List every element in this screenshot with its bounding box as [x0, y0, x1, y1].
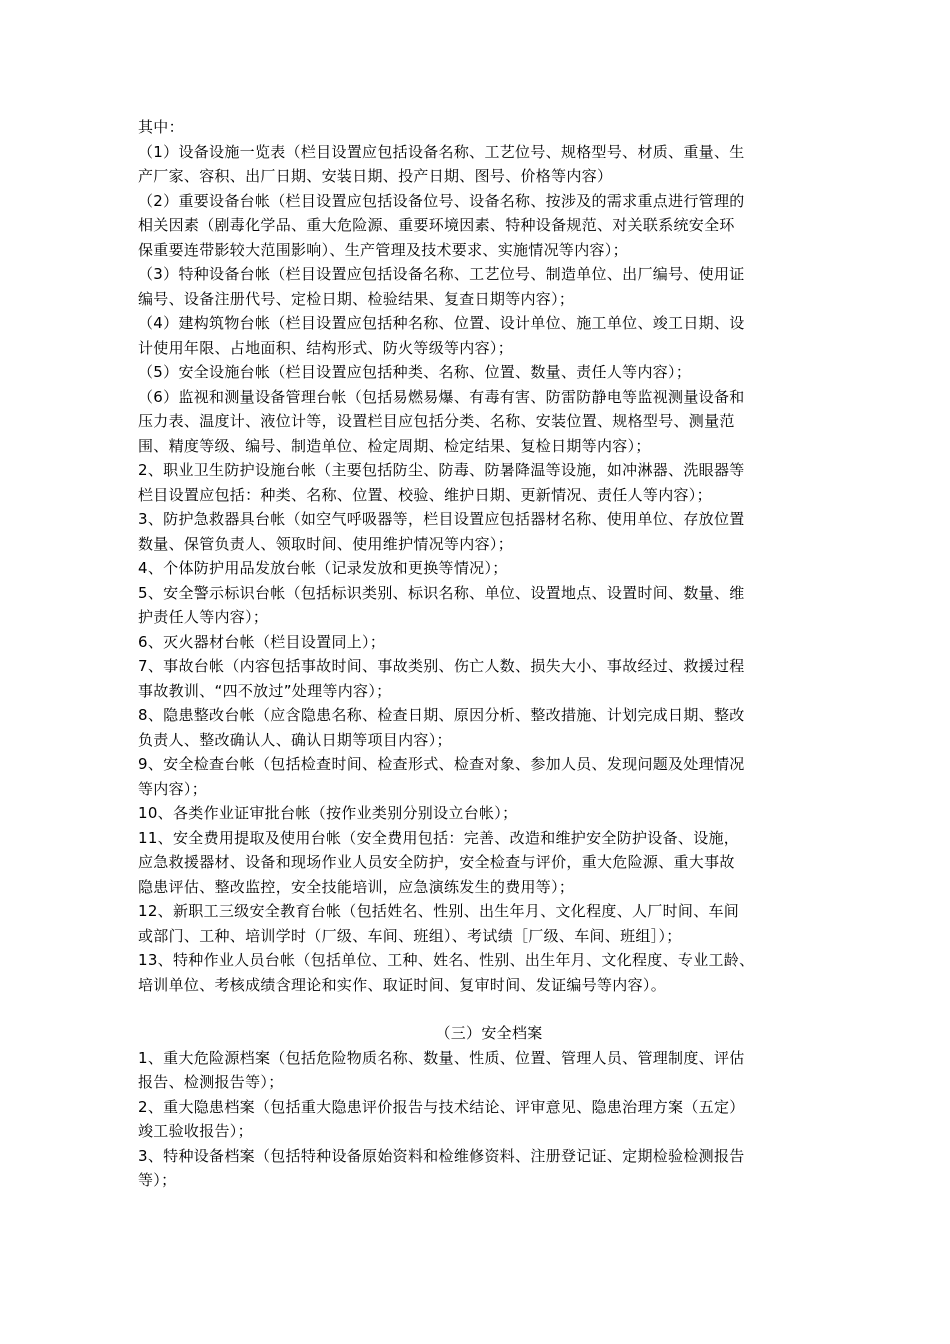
- text-line: 围、精度等级、编号、制造单位、检定周期、检定结果、复检日期等内容）；: [138, 436, 651, 455]
- text-line: 培训单位、考核成绩含理论和实作、取证时间、复审时间、发证编号等内容）。: [138, 975, 667, 994]
- text-line: 相关因素（剧毒化学品、重大危险源、重要环境因素、特种设备规范、对关联系统安全环: [138, 216, 735, 234]
- text-line: 10、各类作业证审批台帐（按作业类别分别设立台帐）；: [138, 804, 518, 822]
- section-heading: （三）安全档案: [435, 1024, 543, 1042]
- text-line: 计使用年限、占地面积、结构形式、防火等级等内容）；: [138, 338, 514, 357]
- text-line: 6、灭火器材台帐（栏目设置同上）；: [138, 632, 386, 651]
- text-line: 压力表、温度计、液位计等，设置栏目应包括分类、名称、安装位置、规格型号、测量范: [138, 412, 735, 430]
- text-line: 3、防护急救器具台帐（如空气呼吸器等，栏目设置应包括器材名称、使用单位、存放位置: [138, 510, 745, 528]
- text-line: （5）安全设施台帐（栏目设置应包括种类、名称、位置、数量、责任人等内容）；: [138, 363, 692, 381]
- text-line: （6）监视和测量设备管理台帐（包括易燃易爆、有毒有害、防雷防静电等监视测量设备和: [138, 387, 745, 406]
- text-line: 2、重大隐患档案（包括重大隐患评价报告与技术结论、评审意见、隐患治理方案（五定）: [138, 1097, 745, 1116]
- archive-list: [138, 1046, 820, 1193]
- document-body: [138, 115, 820, 1193]
- text-line: 护责任人等内容）；: [138, 608, 269, 626]
- text-line: 1、重大危险源档案（包括危险物质名称、数量、性质、位置、管理人员、管理制度、评估: [138, 1048, 745, 1067]
- text-line: 保重要连带影较大范围影响）、生产管理及技术要求、实施情况等内容）；: [138, 240, 628, 259]
- text-line: 应急救援器材、设备和现场作业人员安全防护，安全检查与评价，重大危险源、重大事故: [138, 853, 735, 871]
- text-line: 负责人、整改确认人、确认日期等项目内容）；: [138, 730, 452, 749]
- text-line: 编号、设备注册代号、定检日期、检验结果、复查日期等内容）；: [138, 289, 575, 308]
- text-line: 或部门、工种、培训学时（厂级、车间、班组）、考试绩［厂级、车间、班组］）；: [138, 926, 682, 945]
- text-line: 事故教训、“四不放过”处理等内容）；: [138, 681, 392, 700]
- text-line: 竣工验收报告）；: [138, 1122, 253, 1140]
- text-line: 数量、保管负责人、领取时间、使用维护情况等内容）；: [138, 534, 514, 553]
- text-line: （2）重要设备台帐（栏目设置应包括设备位号、设备名称、按涉及的需求重点进行管理的: [138, 191, 745, 210]
- ledger-list: [138, 115, 820, 997]
- text-line: 8、隐患整改台帐（应含隐患名称、检查日期、原因分析、整改措施、计划完成日期、整改: [138, 706, 745, 724]
- text-line: 4、个体防护用品发放台帐（记录发放和更换等情况）；: [138, 559, 508, 577]
- text-line: 12、新职工三级安全教育台帐（包括姓名、性别、出生年月、文化程度、人厂时间、车间: [138, 902, 740, 920]
- text-line: 等）；: [138, 1171, 177, 1189]
- text-line: 产厂家、容积、出厂日期、安装日期、投产日期、图号、价格等内容）: [138, 167, 613, 185]
- text-line: 5、安全警示标识台帐（包括标识类别、标识名称、单位、设置地点、设置时间、数量、维: [138, 583, 745, 602]
- paragraph-spacer: [138, 997, 820, 1021]
- text-line: 11、安全费用提取及使用台帐（安全费用包括：完善、改造和维护安全防护设备、设施，: [138, 828, 740, 847]
- text-line: 其中：: [138, 118, 184, 136]
- text-line: 栏目设置应包括：种类、名称、位置、校验、维护日期、更新情况、责任人等内容）；: [138, 485, 712, 504]
- text-line: 3、特种设备档案（包括特种设备原始资料和检维修资料、注册登记证、定期检验检测报告: [138, 1146, 745, 1165]
- text-line: 等内容）；: [138, 779, 208, 798]
- text-line: 13、特种作业人员台帐（包括单位、工种、姓名、性别、出生年月、文化程度、专业工龄、: [138, 951, 755, 969]
- text-line: 隐患评估、整改监控，安全技能培训，应急演练发生的费用等）；: [138, 877, 575, 896]
- text-line: （1）设备设施一览表（栏目设置应包括设备名称、工艺位号、规格型号、材质、重量、生: [138, 142, 745, 161]
- text-line: （3）特种设备台帐（栏目设置应包括设备名称、工艺位号、制造单位、出厂编号、使用证: [138, 265, 745, 283]
- text-line: 9、安全检查台帐（包括检查时间、检查形式、检查对象、参加人员、发现问题及处理情况: [138, 755, 745, 773]
- text-line: 报告、检测报告等）；: [138, 1073, 284, 1091]
- text-line: （4）建构筑物台帐（栏目设置应包括种名称、位置、设计单位、施工单位、竣工日期、设: [138, 314, 745, 332]
- text-line: 2、职业卫生防护设施台帐（主要包括防尘、防毒、防暑降温等设施，如冲淋器、洗眼器等: [138, 461, 745, 479]
- text-line: 7、事故台帐（内容包括事故时间、事故类别、伤亡人数、损失大小、事故经过、救援过程: [138, 657, 745, 675]
